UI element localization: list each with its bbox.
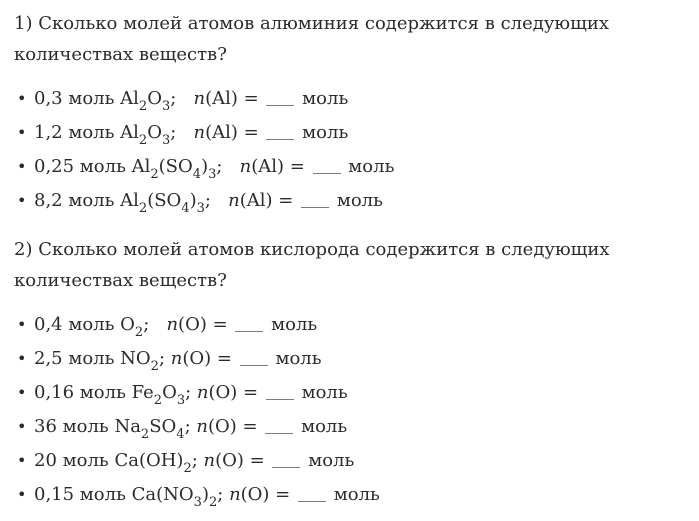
n-symbol: n xyxy=(203,450,216,471)
list-item: • 36 моль $Na_2SO_4$; n(O) = моль xyxy=(14,412,699,446)
question-2-line2: количествах веществ? xyxy=(14,270,227,291)
question-2 xyxy=(14,234,674,296)
answer-blank[interactable] xyxy=(266,121,294,140)
unit: моль xyxy=(301,416,348,437)
bullet: • xyxy=(17,349,27,368)
unit: моль xyxy=(336,190,383,211)
unit: моль xyxy=(302,122,349,143)
element-symbol: (O) = xyxy=(240,484,291,505)
amount: 0,25 моль xyxy=(34,156,126,177)
n-symbol: n xyxy=(196,416,208,437)
answer-blank[interactable] xyxy=(240,347,268,366)
n-symbol: n xyxy=(193,122,206,143)
formula: $Al_2(SO_4)_3$ xyxy=(131,156,217,182)
amount: 0,15 моль xyxy=(34,484,126,505)
formula: $Al_2O_3$ xyxy=(120,88,171,114)
element-symbol: (Al) = xyxy=(239,190,294,211)
unit: моль xyxy=(301,382,348,403)
bullet: • xyxy=(17,191,27,210)
amount: 0,16 моль xyxy=(34,382,126,403)
n-symbol: n xyxy=(229,484,241,505)
unit: моль xyxy=(302,88,349,109)
unit: моль xyxy=(275,348,322,369)
answer-blank[interactable] xyxy=(272,449,300,468)
question-1-list xyxy=(14,84,699,220)
question-1-line1: 1) Сколько молей атомов алюминия содержится в следующих xyxy=(14,13,609,34)
question-1 xyxy=(14,8,674,70)
bullet: • xyxy=(17,89,27,108)
bullet: • xyxy=(17,157,27,176)
answer-blank[interactable] xyxy=(301,189,329,208)
question-2-list xyxy=(14,310,699,514)
list-item: • 0,25 моль $Al_2(SO_4)_3$; n(Al) = моль xyxy=(14,152,699,186)
n-symbol: n xyxy=(239,156,252,177)
list-item: • 1,2 моль $Al_2O_3$; n(Al) = моль xyxy=(14,118,699,152)
formula: $Ca(NO_3)_2$ xyxy=(131,484,218,510)
list-item: • 0,3 моль $Al_2O_3$; n(Al) = моль xyxy=(14,84,699,118)
formula: $NO_2$ xyxy=(120,348,159,374)
unit: моль xyxy=(348,156,395,177)
element-symbol: (Al) = xyxy=(205,88,259,109)
amount: 2,5 моль xyxy=(34,348,115,369)
list-item: • 8,2 моль $Al_2(SO_4)_3$; n(Al) = моль xyxy=(14,186,699,220)
list-item: • 0,16 моль $Fe_2O_3$; n(O) = моль xyxy=(14,378,699,412)
list-item: • 0,15 моль $Ca(NO_3)_2$; n(O) = моль xyxy=(14,480,699,514)
formula: $O_2$ xyxy=(120,314,144,340)
formula: $Ca(OH)_2$ xyxy=(114,450,192,476)
bullet: • xyxy=(17,315,27,334)
bullet: • xyxy=(17,485,27,504)
list-item: • 0,4 моль $O_2$; n(O) = моль xyxy=(14,310,699,344)
formula: $Fe_2O_3$ xyxy=(131,382,186,408)
n-symbol: n xyxy=(170,348,183,369)
list-item: • 2,5 моль $NO_2$; n(O) = моль xyxy=(14,344,699,378)
element-symbol: (O) = xyxy=(182,348,232,369)
bullet: • xyxy=(17,123,27,142)
element-symbol: (Al) = xyxy=(205,122,259,143)
amount: 20 моль xyxy=(34,450,109,471)
element-symbol: (O) = xyxy=(208,382,259,403)
answer-blank[interactable] xyxy=(313,155,341,174)
unit: моль xyxy=(271,314,318,335)
answer-blank[interactable] xyxy=(265,415,293,434)
question-1-line2: количествах веществ? xyxy=(14,44,227,65)
list-item: • 20 моль $Ca(OH)_2$; n(O) = моль xyxy=(14,446,699,480)
answer-blank[interactable] xyxy=(266,381,294,400)
n-symbol: n xyxy=(196,382,209,403)
answer-blank[interactable] xyxy=(235,313,263,332)
answer-blank[interactable] xyxy=(298,483,326,502)
n-symbol: n xyxy=(166,314,179,335)
formula: $Al_2(SO_4)_3$ xyxy=(120,190,205,216)
n-symbol: n xyxy=(228,190,240,211)
question-2-line1: 2) Сколько молей атомов кислорода содержится в следующих xyxy=(14,239,610,260)
element-symbol: (O) = xyxy=(178,314,228,335)
answer-blank[interactable] xyxy=(266,87,294,106)
amount: 0,3 моль xyxy=(34,88,115,109)
formula: $Al_2O_3$ xyxy=(120,122,171,148)
formula: $Na_2SO_4$ xyxy=(114,416,185,442)
unit: моль xyxy=(333,484,380,505)
amount: 1,2 моль xyxy=(34,122,115,143)
unit: моль xyxy=(308,450,355,471)
element-symbol: (O) = xyxy=(215,450,265,471)
bullet: • xyxy=(17,383,27,402)
n-symbol: n xyxy=(193,88,206,109)
bullet: • xyxy=(17,451,27,470)
bullet: • xyxy=(17,417,27,436)
amount: 0,4 моль xyxy=(34,314,115,335)
amount: 36 моль xyxy=(34,416,109,437)
element-symbol: (O) = xyxy=(207,416,258,437)
element-symbol: (Al) = xyxy=(251,156,305,177)
amount: 8,2 моль xyxy=(34,190,115,211)
